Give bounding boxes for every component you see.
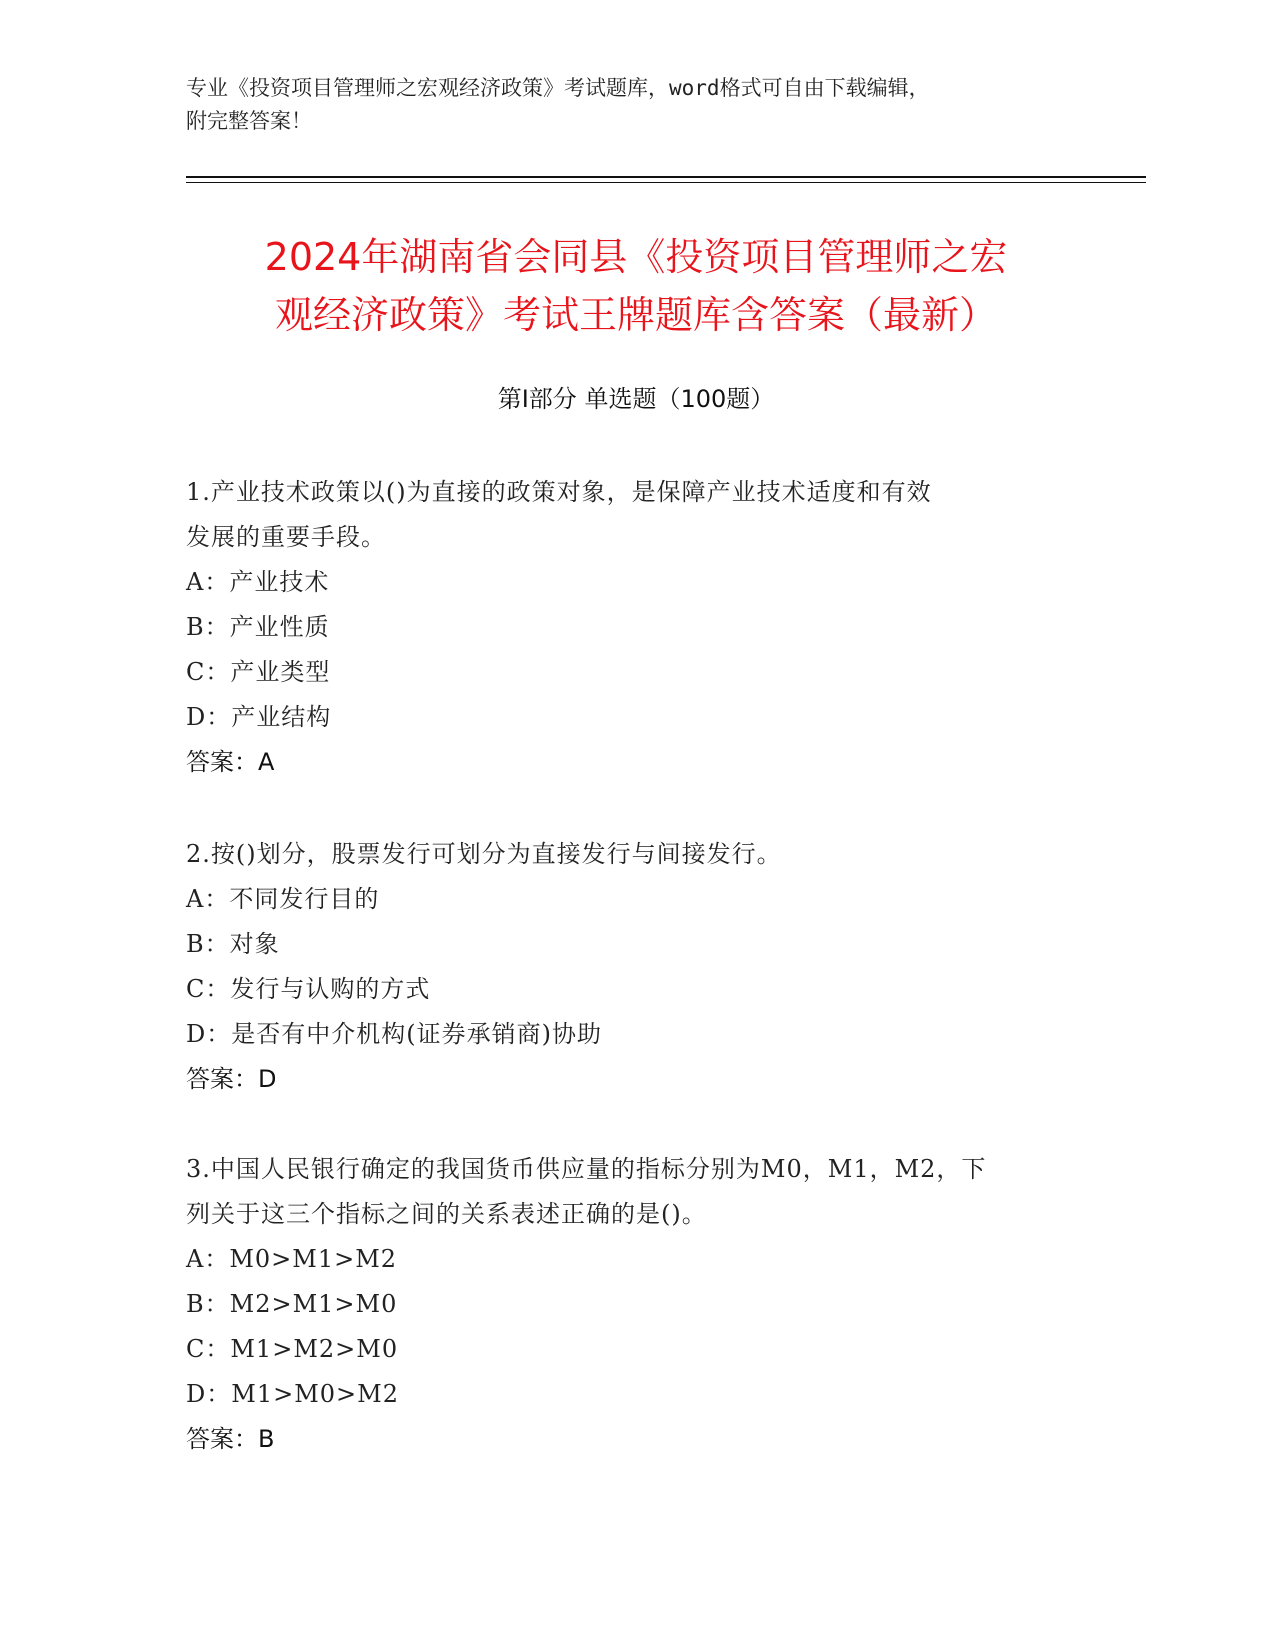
option-b: B：对象 [186,930,280,958]
question-stem: 发展的重要手段。 [186,523,386,551]
question-3 [186,1147,1066,1462]
option-b: B：产业性质 [186,613,330,641]
answer: 答案：D [186,1065,277,1093]
answer: 答案：B [186,1425,275,1453]
header-divider-thin [186,182,1146,183]
answer: 答案：A [186,748,275,776]
option-c: C：产业类型 [186,658,331,686]
option-a: A：不同发行目的 [186,885,380,913]
header-note [186,72,1066,138]
option-d: D：是否有中介机构(证券承销商)协助 [186,1020,602,1048]
option-d: D：产业结构 [186,703,332,731]
option-a: A：产业技术 [186,568,330,596]
section-title: 第Ⅰ部分 单选题（100题） [497,385,775,413]
header-note-line: 专业《投资项目管理师之宏观经济政策》考试题库，word格式可自由下载编辑， [186,76,930,100]
option-c: C：M1>M2>M0 [186,1335,399,1363]
document-title-line: 观经济政策》考试王牌题库含答案（最新） [274,293,997,337]
question-1 [186,470,1066,785]
question-stem: 1.产业技术政策以()为直接的政策对象，是保障产业技术适度和有效 [186,478,932,506]
option-d: D：M1>M0>M2 [186,1380,399,1408]
option-a: A：M0>M1>M2 [186,1245,398,1273]
question-stem: 3.中国人民银行确定的我国货币供应量的指标分别为M0，M1，M2，下 [186,1155,987,1183]
question-stem: 列关于这三个指标之间的关系表述正确的是()。 [186,1200,707,1228]
document-title-line: 2024年湖南省会同县《投资项目管理师之宏 [264,235,1008,279]
question-stem: 2.按()划分，股票发行可划分为直接发行与间接发行。 [186,840,782,868]
question-2 [186,832,1066,1102]
option-c: C：发行与认购的方式 [186,975,431,1003]
header-note-line: 附完整答案！ [186,109,312,133]
header-divider [186,176,1146,178]
option-b: B：M2>M1>M0 [186,1290,398,1318]
document-title [186,228,1086,344]
